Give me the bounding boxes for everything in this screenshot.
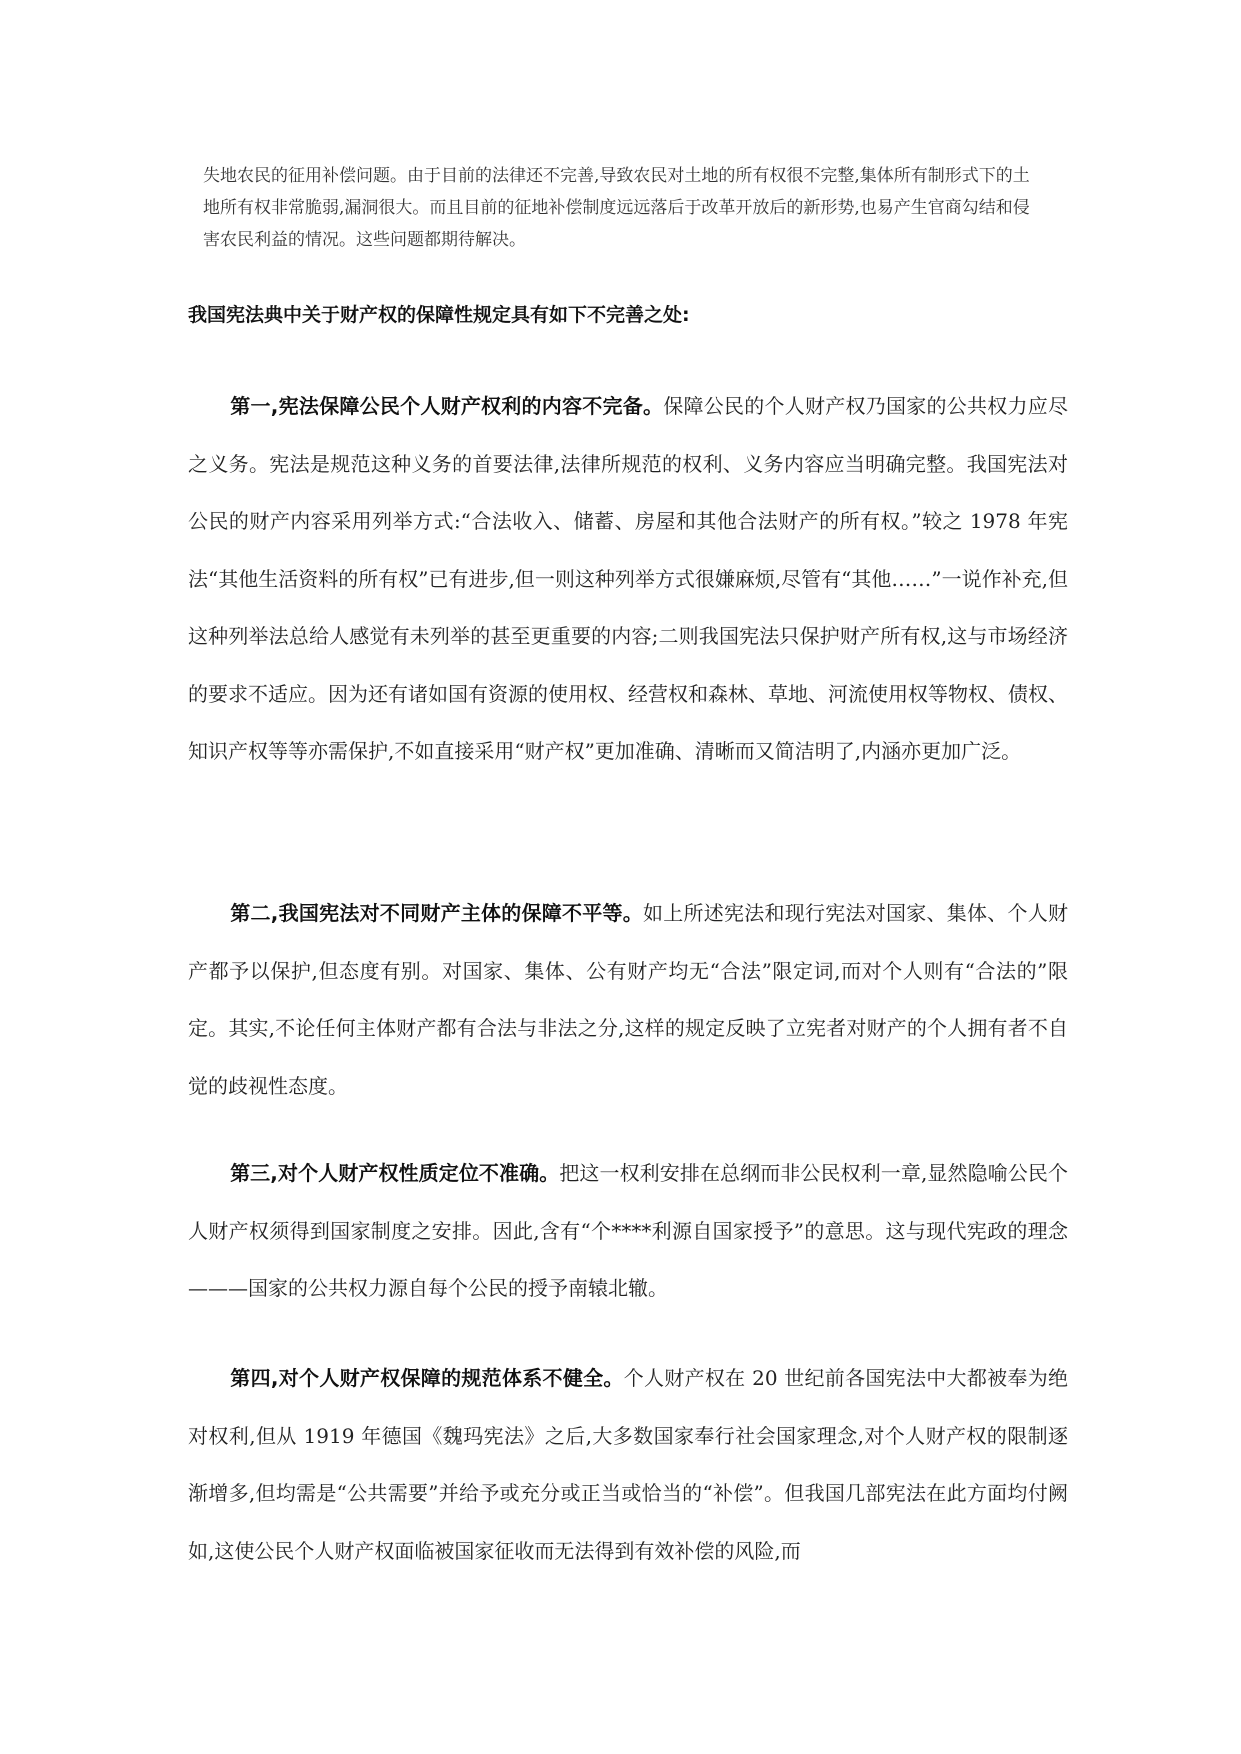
paragraph-lead: 第三,对个人财产权性质定位不准确。 [230, 1161, 560, 1185]
section-heading: 我国宪法典中关于财产权的保障性规定具有如下不完善之处: [188, 304, 690, 326]
paragraph-3 [188, 1145, 1068, 1318]
intro-text: 失地农民的征用补偿问题。由于目前的法律还不完善,导致农民对土地的所有权很不完整,集体所有制形式下的土地所有权非常脆弱,漏洞很大。而且目前的征地补偿制度远远落后于改革开放后的新形势,也易产生官商勾结和侵害农民利益的情况。这些问题都期待解决。 [203, 166, 1030, 250]
paragraph-1 [188, 378, 1068, 781]
paragraph-body: 如上所述宪法和现行宪法对国家、集体、个人财产都予以保护,但态度有别。对国家、集体、公有财产均无“合法”限定词,而对个人则有“合法的”限定。其实,不论任何主体财产都有合法与非法之分,这样的规定反映了立宪者对财产的个人拥有者不自觉的歧视性态度。 [188, 901, 1068, 1098]
paragraph-4 [188, 1350, 1068, 1580]
paragraph-body: 把这一权利安排在总纲而非公民权利一章,显然隐喻公民个人财产权须得到国家制度之安排。因此,含有“个****利源自国家授予”的意思。这与现代宪政的理念———国家的公共权力源自每个公民的授予南辕北辙。 [188, 1161, 1068, 1300]
intro-paragraph [203, 160, 1043, 256]
paragraph-lead: 第二,我国宪法对不同财产主体的保障不平等。 [230, 901, 644, 925]
paragraph-body: 个人财产权在 20 世纪前各国宪法中大都被奉为绝对权利,但从 1919 年德国《魏玛宪法》之后,大多数国家奉行社会国家理念,对个人财产权的限制逐渐增多,但均需是“公共需要”并给予或充分或正当或恰当的“补偿”。但我国几部宪法在此方面均付阙如,这使公民个人财产权面临被国家征收而无法得到有效补偿的风险,而 [188, 1366, 1068, 1563]
paragraph-2 [188, 885, 1068, 1115]
paragraph-lead: 第一,宪法保障公民个人财产权利的内容不完备。 [230, 394, 664, 418]
paragraph-body: 保障公民的个人财产权乃国家的公共权力应尽之义务。宪法是规范这种义务的首要法律,法律所规范的权利、义务内容应当明确完整。我国宪法对公民的财产内容采用列举方式:“合法收入、储蓄、房屋和其他合法财产的所有权。”较之 1978 年宪法“其他生活资料的所有权”已有进步,但一则这种列举方式很嫌麻烦,尽管有“其他……”一说作补充,但这种列举法总给人感觉有未列举的甚至更重要的内容;二则我国宪法只保护财产所有权,这与市场经济的要求不适应。因为还有诸如国有资源的使用权、经营权和森林、草地、河流使用权等物权、债权、知识产权等等亦需保护,不如直接采用“财产权”更加准确、清晰而又简洁明了,内涵亦更加广泛。 [188, 394, 1068, 763]
paragraph-lead: 第四,对个人财产权保障的规范体系不健全。 [230, 1366, 624, 1390]
